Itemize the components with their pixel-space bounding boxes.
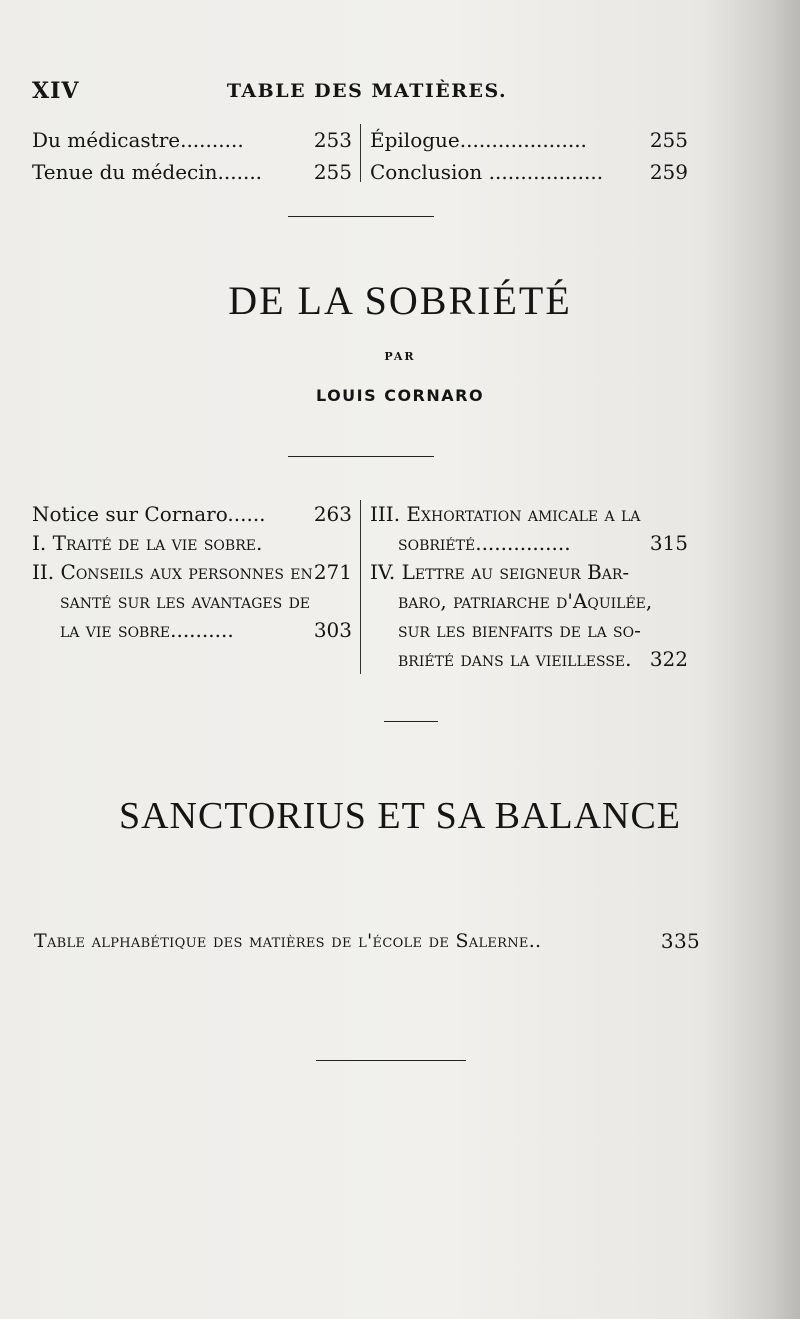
running-title: TABLE DES MATIÈRES.: [226, 80, 508, 102]
toc-entry: sobriété............... 315: [398, 531, 688, 555]
divider-rule: [316, 1060, 466, 1061]
top-toc: [32, 124, 688, 188]
alphabetical-table-entry: Table alphabétique des matières de l'école de Salerne.. 335: [34, 929, 700, 953]
section-author: LOUIS CORNARO: [315, 386, 485, 405]
toc-entry: Épilogue.................... 255: [370, 128, 688, 152]
divider-rule: [288, 456, 434, 457]
top-toc-left: [32, 124, 352, 188]
byline-par: PAR: [384, 350, 416, 363]
cornaro-toc-right: [370, 500, 688, 674]
toc-entry: la vie sobre.......... 303: [60, 618, 352, 642]
toc-entry: Du médicastre.......... 253: [32, 128, 352, 152]
toc-entry: Conclusion .................. 259: [370, 160, 688, 184]
section-title: DE LA SOBRIÉTÉ: [228, 278, 572, 323]
toc-entry: II. Conseils aux personnes en: [32, 560, 313, 584]
section-title: SANCTORIUS ET SA BALANCE: [118, 795, 682, 837]
toc-entry: santé sur les avantages de: [60, 589, 311, 613]
page-folio: XIV: [32, 78, 80, 104]
toc-entry: briété dans la vieillesse. 322: [398, 647, 688, 671]
toc-entry: Tenue du médecin....... 255: [32, 160, 352, 184]
toc-entry: IV. Lettre au seigneur Bar-: [370, 560, 630, 584]
toc-entry: sur les bienfaits de la so-: [398, 618, 641, 642]
running-head: [32, 78, 702, 108]
divider-rule: [288, 216, 434, 217]
toc-entry: I. Traité de la vie sobre.: [32, 531, 263, 555]
cornaro-toc: [32, 500, 688, 680]
column-divider: [360, 500, 361, 674]
top-toc-right: [370, 124, 688, 188]
toc-entry: baro, patriarche d'Aquilée,: [398, 589, 653, 613]
toc-entry: Notice sur Cornaro...... 263: [32, 502, 352, 526]
divider-rule: [384, 721, 438, 722]
toc-entry: III. Exhortation amicale a la: [370, 502, 641, 526]
column-divider: [360, 124, 361, 182]
cornaro-toc-left: Notice sur Cornaro...... 263 I. Traité de la vie sobre. 271 II. Conseils aux personnes en santé sur les avantages de la vie sobre.......... 303: [32, 500, 352, 645]
